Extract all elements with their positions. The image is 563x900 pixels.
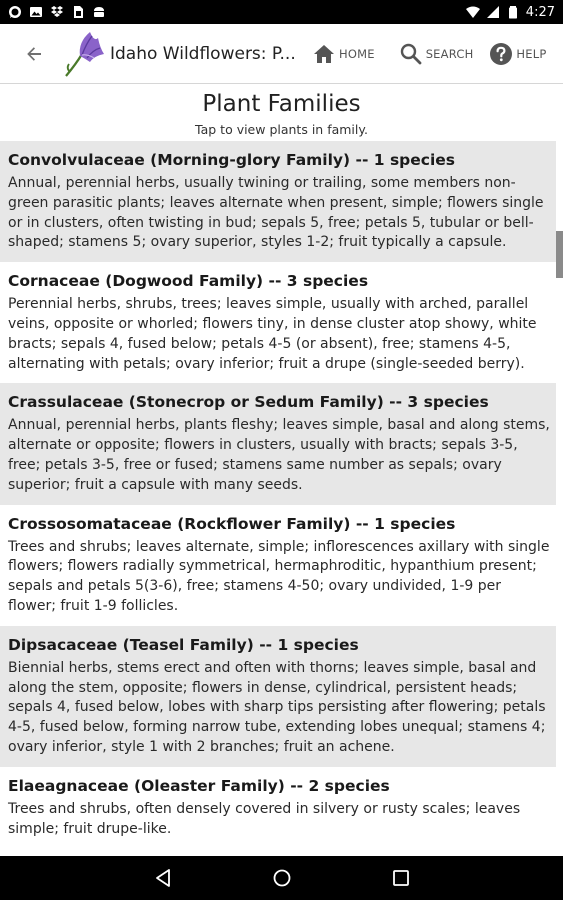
family-item-dipsacaceae[interactable]	[0, 626, 556, 767]
list-scrollbar[interactable]	[556, 231, 563, 278]
whatsapp-icon	[8, 5, 22, 19]
android-icon	[92, 5, 106, 19]
family-item-crossosomataceae[interactable]	[0, 505, 556, 626]
system-icons	[466, 5, 555, 20]
status-time: 4:27	[525, 4, 555, 20]
bellflower-logo-icon	[60, 28, 106, 80]
wifi-icon	[466, 5, 480, 19]
help-icon	[489, 42, 513, 66]
arrow-back-icon	[23, 43, 45, 65]
family-item-cornaceae[interactable]	[0, 262, 556, 383]
family-item-convolvulaceae[interactable]	[0, 141, 556, 262]
family-description: Annual, perennial herbs, plants fleshy; leaves simple, basal and along stems, alternate or opposite; flowers in clusters, usually with bracts; sepals 3-5, free; petals 3-5, free or fused; stamens same number as sepals; ovary superior; fruit a capsule with many seeds.	[8, 417, 550, 493]
sim-icon	[71, 5, 85, 19]
search-button[interactable]	[399, 42, 474, 66]
home-circle-icon	[271, 867, 293, 889]
family-title: Dipsacaceae (Teasel Family) -- 1 species	[8, 635, 359, 654]
family-title: Cornaceae (Dogwood Family) -- 3 species	[8, 272, 369, 291]
home-button[interactable]	[312, 42, 375, 66]
back-triangle-icon	[153, 867, 175, 889]
family-list[interactable]	[0, 141, 556, 856]
signal-icon	[486, 5, 500, 19]
family-title: Crossosomataceae (Rockflower Family) -- 1 species	[8, 514, 456, 533]
help-button[interactable]	[489, 42, 546, 66]
dropbox-icon	[50, 5, 64, 19]
page-subtitle: Tap to view plants in family.	[195, 122, 368, 137]
nav-back-button[interactable]	[144, 858, 184, 898]
battery-icon	[506, 5, 520, 19]
image-icon	[29, 5, 43, 19]
app-title: Idaho Wildflowers: P...	[110, 43, 296, 64]
home-icon	[312, 42, 336, 66]
app-logo	[60, 28, 106, 80]
family-description: Trees and shrubs; leaves alternate, simple; inflorescences axillary with single flowers; flowers radially symmetrical, hermaphroditic, hypanthium present; sepals and petals 5(3-6), free; stamens 4-50; ovary undivided, 1-9 per flower; fruit 1-9 follicles.	[8, 538, 550, 614]
app-bar	[0, 24, 563, 84]
family-description: Annual, perennial herbs, usually twining or trailing, some members non-green parasitic plants; leaves alternate when present, simple; flowers single or in clusters, often twisting in bud; sepals 5, free; petals 5, tubular or bell-shaped; stamens 5; ovary superior, styles 1-2; fruit typically a capsule.	[8, 175, 544, 251]
system-nav-bar	[0, 856, 563, 900]
nav-home-button[interactable]	[262, 858, 302, 898]
home-button-label: HOME	[339, 46, 375, 61]
family-item-elaeagnaceae[interactable]	[0, 767, 556, 849]
family-description: Trees and shrubs, often densely covered in silvery or rusty scales; leaves simple; fruit drupe-like.	[8, 800, 521, 837]
recents-icon	[390, 867, 412, 889]
search-icon	[399, 42, 423, 66]
search-button-label: SEARCH	[425, 46, 474, 61]
page-header	[0, 84, 563, 141]
family-description: Biennial herbs, stems erect and often with thorns; leaves simple, basal and along the stem, opposite; flowers in dense, cylindrical, persistent heads; sepals 4, fused below, lobes with sharp tips persisting after flowering; petals 4-5, fused below, forming narrow tube, extending lobes unequal; stamens 4; ovary inferior, style 1 with 2 branches; fruit an achene.	[8, 659, 546, 755]
family-title: Elaeagnaceae (Oleaster Family) -- 2 species	[8, 776, 390, 795]
family-item-crassulaceae[interactable]	[0, 383, 556, 504]
notification-icons	[8, 5, 106, 19]
page-title: Plant Families	[202, 91, 361, 117]
family-title: Crassulaceae (Stonecrop or Sedum Family) -- 3 species	[8, 393, 489, 412]
family-description: Perennial herbs, shrubs, trees; leaves simple, usually with arched, parallel veins, opposite or whorled; flowers tiny, in dense cluster atop showy, white bracts; sepals 4, fused below; petals 4-5 (or absent), free; stamens 4-5, alternating with petals; ovary inferior; fruit a drupe (single-seeded berry).	[8, 296, 537, 372]
help-button-label: HELP	[516, 46, 547, 61]
family-title: Convolvulaceae (Morning-glory Family) -- 1 species	[8, 151, 456, 169]
status-bar	[0, 0, 563, 24]
back-button[interactable]	[14, 30, 54, 78]
nav-recents-button[interactable]	[381, 858, 421, 898]
